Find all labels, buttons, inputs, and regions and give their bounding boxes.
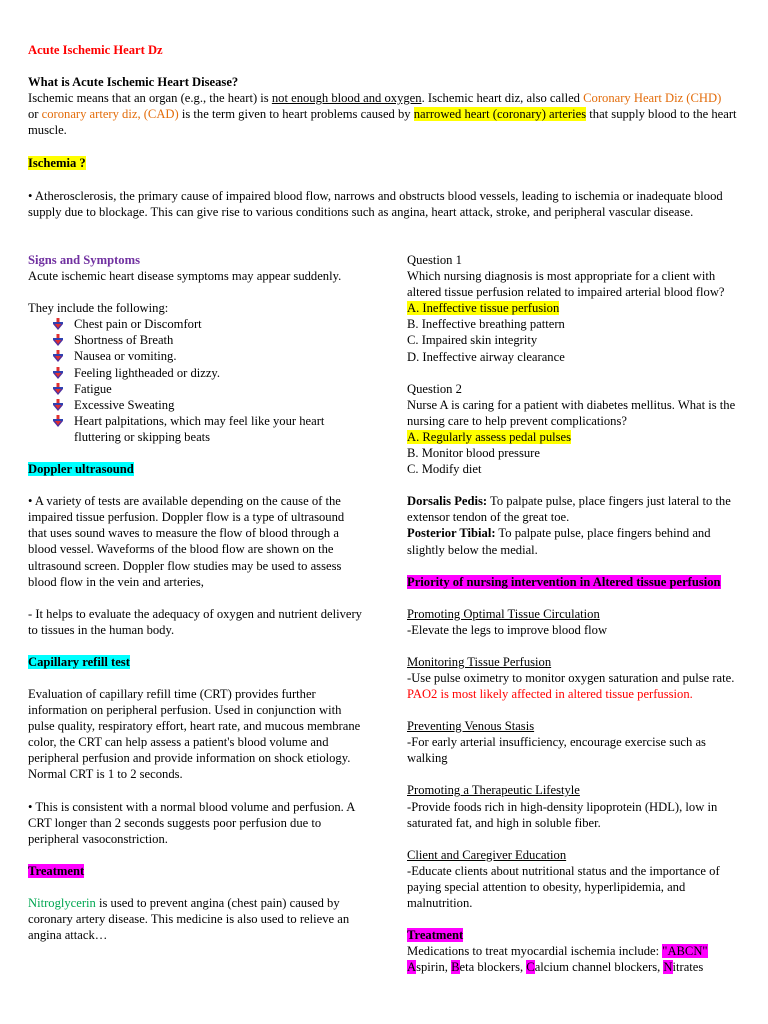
down-arrow-icon <box>53 318 63 330</box>
dorsalis-pedis-paragraph <box>407 493 742 525</box>
doppler-heading <box>28 461 363 477</box>
posterior-tibial-paragraph <box>407 525 742 557</box>
down-arrow-icon <box>53 350 63 362</box>
symptom-item <box>28 397 363 413</box>
symptom-text: Feeling lightheaded or dizzy. <box>74 365 221 380</box>
down-arrow-icon <box>53 334 63 346</box>
document-title: Acute Ischemic Heart Dz <box>28 43 163 57</box>
q2-text: Nurse A is caring for a patient with diabetes mellitus. What is the nursing care to help prevent complications? <box>407 397 736 428</box>
intro-section <box>28 74 740 138</box>
capillary-paragraph-2: • This is consistent with a normal blood volume and perfusion. A CRT longer than 2 seconds suggests poor perfusion due to peripheral vasoconstriction. <box>28 799 355 846</box>
narrowed-arteries-highlight: narrowed heart (coronary) arteries <box>413 107 587 122</box>
capillary-paragraph-1: Evaluation of capillary refill time (CRT) provides further information on peripheral perfusion. Used in conjunction with pulse quality, respiratory effort, heart rate, and mucous membrane color, the CRT can help assess a patient's blood volume and peripheral perfusion and provide information on shock etiology. Normal CRT is 1 to 2 seconds. <box>28 686 361 782</box>
down-arrow-icon <box>53 399 63 411</box>
intro-heading: What is Acute Ischemic Heart Disease? <box>28 75 239 89</box>
symptom-text: Heart palpitations, which may feel like your heart fluttering or skipping beats <box>74 413 325 444</box>
q2-answer-b: B. Monitor blood pressure <box>407 446 540 461</box>
down-arrow-icon <box>53 367 63 379</box>
treatment-left-heading <box>28 863 363 879</box>
nitroglycerin-term: Nitroglycerin <box>28 895 96 910</box>
capillary-heading <box>28 654 363 670</box>
right-column <box>407 252 742 975</box>
intro-text-7: is the term given to heart problems caused by <box>178 107 414 122</box>
down-arrow-icon <box>53 415 63 427</box>
mnemonic-letter-b: B <box>451 960 460 975</box>
ischemia-heading-text: Ischemia ? <box>28 156 86 170</box>
intro-text-5: or <box>28 107 42 122</box>
signs-line-2: They include the following: <box>28 301 169 316</box>
capillary-heading-text: Capillary refill test <box>28 654 130 669</box>
priority-s3-title: Preventing Venous Stasis <box>407 719 535 734</box>
priority-s3-text: -For early arterial insufficiency, encourage exercise such as walking <box>407 735 706 766</box>
priority-s4-text: -Provide foods rich in high-density lipoprotein (HDL), low in saturated fat, and high in soluble fiber. <box>407 799 718 830</box>
q1-answer-d: D. Ineffective airway clearance <box>407 349 565 364</box>
medications-intro: Medications to treat myocardial ischemia include: <box>407 944 663 959</box>
pao2-note: PAO2 is most likely affected in altered tissue perfussion. <box>407 687 693 702</box>
nitroglycerin-paragraph <box>28 895 363 943</box>
q1-answer-b: B. Ineffective breathing pattern <box>407 317 565 332</box>
signs-heading: Signs and Symptoms <box>28 253 140 267</box>
treatment-left-heading-text: Treatment <box>28 863 85 878</box>
symptom-item <box>28 365 363 381</box>
intro-text-1: Ischemic means that an organ (e.g., the heart) is <box>28 91 272 106</box>
q2-answer-c: C. Modify diet <box>407 462 482 477</box>
priority-s5-text: -Educate clients about nutritional status and the importance of paying special attention to obesity, hyperlipidemia, and malnutrition. <box>407 863 720 910</box>
symptom-text: Excessive Sweating <box>74 397 175 412</box>
signs-line-1: Acute ischemic heart disease symptoms may appear suddenly. <box>28 269 342 284</box>
ischemia-body: • Atherosclerosis, the primary cause of impaired blood flow, narrows and obstructs blood vessels, leading to ischemia or inadequate blood supply due to blockage. This can give rise to various conditions such as angina, heart attack, stroke, and peripheral vascular disease. <box>28 189 723 220</box>
nitroglycerin-text: is used to prevent angina (chest pain) caused by coronary artery disease. This medicine is also used to relieve an angina attack… <box>28 895 350 943</box>
treatment-right-heading <box>407 927 742 943</box>
symptom-item <box>28 316 363 332</box>
symptom-text: Shortness of Breath <box>74 333 174 348</box>
priority-s2-text: -Use pulse oximetry to monitor oxygen saturation and pulse rate. <box>407 670 735 685</box>
ischemia-heading <box>28 155 86 171</box>
priority-s2-paragraph <box>407 670 742 702</box>
intro-text-9: that supply blood to the heart muscle. <box>28 107 737 138</box>
intro-text-3: . Ischemic heart diz, also called <box>421 91 584 106</box>
intro-underlined: not enough blood and oxygen <box>271 91 422 106</box>
down-arrow-icon <box>53 383 63 395</box>
symptom-text: Nausea or vomiting. <box>74 349 177 364</box>
left-column <box>28 252 363 943</box>
q2-label: Question 2 <box>407 381 462 396</box>
aspirin-rest: spirin, <box>416 960 452 975</box>
q1-label: Question 1 <box>407 253 462 267</box>
medications-paragraph <box>407 943 742 975</box>
symptom-list <box>28 316 363 445</box>
symptom-text: Fatigue <box>74 381 112 396</box>
abcn-mnemonic: "ABCN" <box>662 944 708 959</box>
symptom-item <box>28 332 363 348</box>
treatment-right-heading-text: Treatment <box>407 928 464 943</box>
calcium-channel-rest: alcium channel blockers, <box>534 960 664 975</box>
priority-heading-text: Priority of nursing intervention in Altered tissue perfusion <box>407 574 721 589</box>
mnemonic-letter-c: C <box>526 960 535 975</box>
chd-term: Coronary Heart Diz (CHD) <box>583 91 722 106</box>
priority-s2-title: Monitoring Tissue Perfusion <box>407 654 552 669</box>
dorsalis-pedis-label: Dorsalis Pedis: <box>407 494 488 509</box>
cad-term: coronary artery diz, (CAD) <box>41 107 179 122</box>
priority-s4-title: Promoting a Therapeutic Lifestyle <box>407 783 580 798</box>
q1-answer-c: C. Impaired skin integrity <box>407 333 538 348</box>
q1-answer-a <box>407 300 742 316</box>
symptom-item <box>28 348 363 364</box>
priority-s5-title: Client and Caregiver Education <box>407 847 567 862</box>
q2-answer-a <box>407 429 742 445</box>
doppler-paragraph-1: • A variety of tests are available depending on the cause of the impaired tissue perfusion. Doppler flow is a type of ultrasound that uses sound waves to measure the flow of blood through a blood vessel. Waveforms of the blood flow are shown on the ultrasound screen. Doppler flow studies may be used to assess blood flow in the vein and arteries, <box>28 494 345 589</box>
posterior-tibial-text: To palpate pulse, place fingers behind and slightly below the medial. <box>407 526 711 557</box>
q1-text: Which nursing diagnosis is most appropriate for a client with altered tissue perfusion related to impaired arterial blood flow? <box>407 269 725 300</box>
intro-paragraph <box>28 90 740 138</box>
dorsalis-pedis-text: To palpate pulse, place fingers just lateral to the extensor tendon of the great toe. <box>407 494 731 525</box>
doppler-heading-text: Doppler ultrasound <box>28 462 134 477</box>
symptom-item <box>28 413 363 445</box>
doppler-paragraph-2: - It helps to evaluate the adequacy of oxygen and nutrient delivery to tissues in the human body. <box>28 606 362 637</box>
mnemonic-letter-a: A <box>407 960 417 975</box>
posterior-tibial-label: Posterior Tibial: <box>407 526 496 541</box>
symptom-text: Chest pain or Discomfort <box>74 317 202 332</box>
priority-s1-title: Promoting Optimal Tissue Circulation <box>407 606 600 621</box>
q2-answer-a-text: A. Regularly assess pedal pulses <box>407 429 572 444</box>
priority-heading <box>407 574 742 590</box>
priority-s1-text: -Elevate the legs to improve blood flow <box>407 622 608 637</box>
q1-answer-a-text: A. Ineffective tissue perfusion <box>407 301 560 316</box>
beta-blockers-rest: eta blockers, <box>459 960 527 975</box>
nitrates-rest: itrates <box>672 960 704 975</box>
mnemonic-letter-n: N <box>663 960 673 975</box>
symptom-item <box>28 381 363 397</box>
